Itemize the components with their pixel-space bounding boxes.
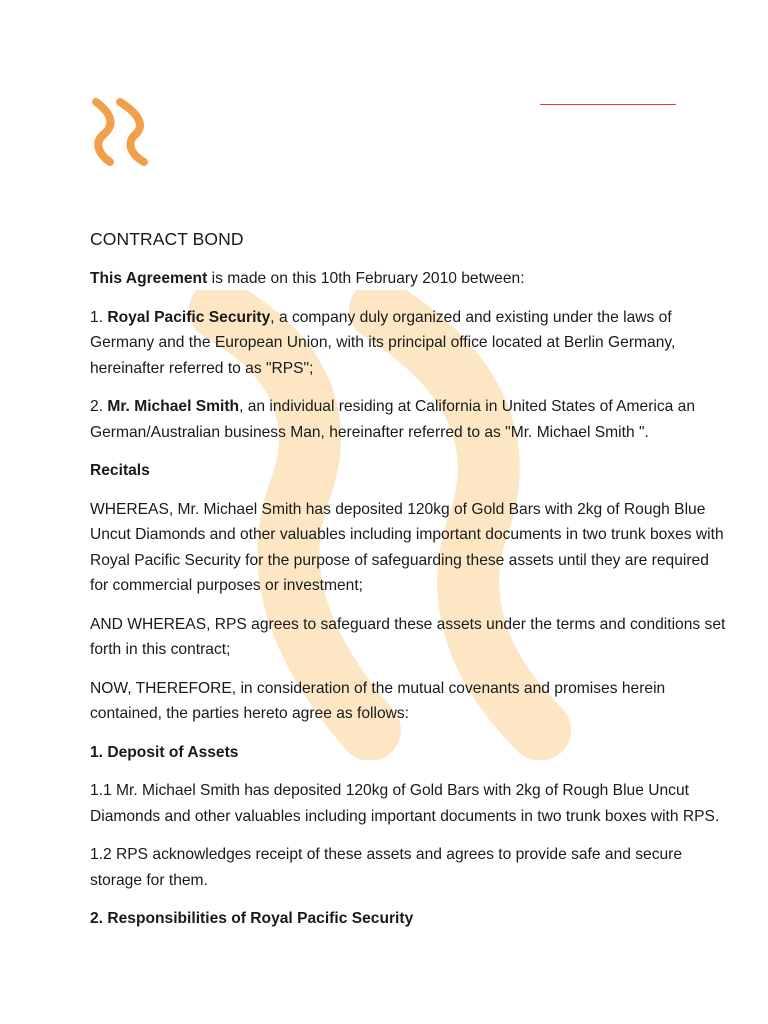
whereas-2: AND WHEREAS, RPS agrees to safeguard these assets under the terms and conditions set forth in this contract; <box>90 615 726 658</box>
party-1-name: Royal Pacific Security <box>107 308 271 326</box>
clause-1-2: 1.2 RPS acknowledges receipt of these assets and agrees to provide safe and secure storage for them. <box>90 846 683 889</box>
party-2 <box>90 394 730 445</box>
clause-1-1: 1.1 Mr. Michael Smith has deposited 120kg of Gold Bars with 2kg of Rough Blue Uncut Diamonds and other valuables including important documents in two trunk boxes with RPS. <box>90 782 720 825</box>
section-2-heading: 2. Responsibilities of Royal Pacific Security <box>90 910 414 927</box>
document-title: CONTRACT BOND <box>90 229 244 249</box>
party-1-text: , a company duly organized and existing under the laws of Germany and the European Union, with its principal office located at Berlin Germany, hereinafter referred to as "RPS"; <box>90 308 676 377</box>
agreement-intro <box>90 266 730 292</box>
party-2-prefix: 2. <box>90 398 108 415</box>
double-chevron-logo-icon <box>88 96 154 168</box>
party-2-text: , an individual residing at California in United States of America an German/Australian business Man, hereinafter referred to as "Mr. Michael Smith ". <box>90 398 695 441</box>
contract-body <box>90 226 730 945</box>
whereas-1: WHEREAS, Mr. Michael Smith has deposited 120kg of Gold Bars with 2kg of Rough Blue Uncut Diamonds and other valuables including important documents in two trunk boxes with Royal Pacific Security for the purpose of safeguarding these assets until they are required for commercial purposes or investment; <box>90 500 724 594</box>
header-rule <box>540 104 676 105</box>
section-1-heading: 1. Deposit of Assets <box>90 743 239 761</box>
party-1-prefix: 1. <box>90 308 108 326</box>
now-therefore: NOW, THEREFORE, in consideration of the mutual covenants and promises herein contained, the parties hereto agree as follows: <box>90 679 666 722</box>
recitals-heading: Recitals <box>90 462 150 479</box>
party-1 <box>90 305 730 382</box>
party-2-name: Mr. Michael Smith <box>107 398 240 415</box>
intro-bold: This Agreement <box>90 270 208 287</box>
intro-text: is made on this 10th February 2010 between: <box>207 270 525 287</box>
